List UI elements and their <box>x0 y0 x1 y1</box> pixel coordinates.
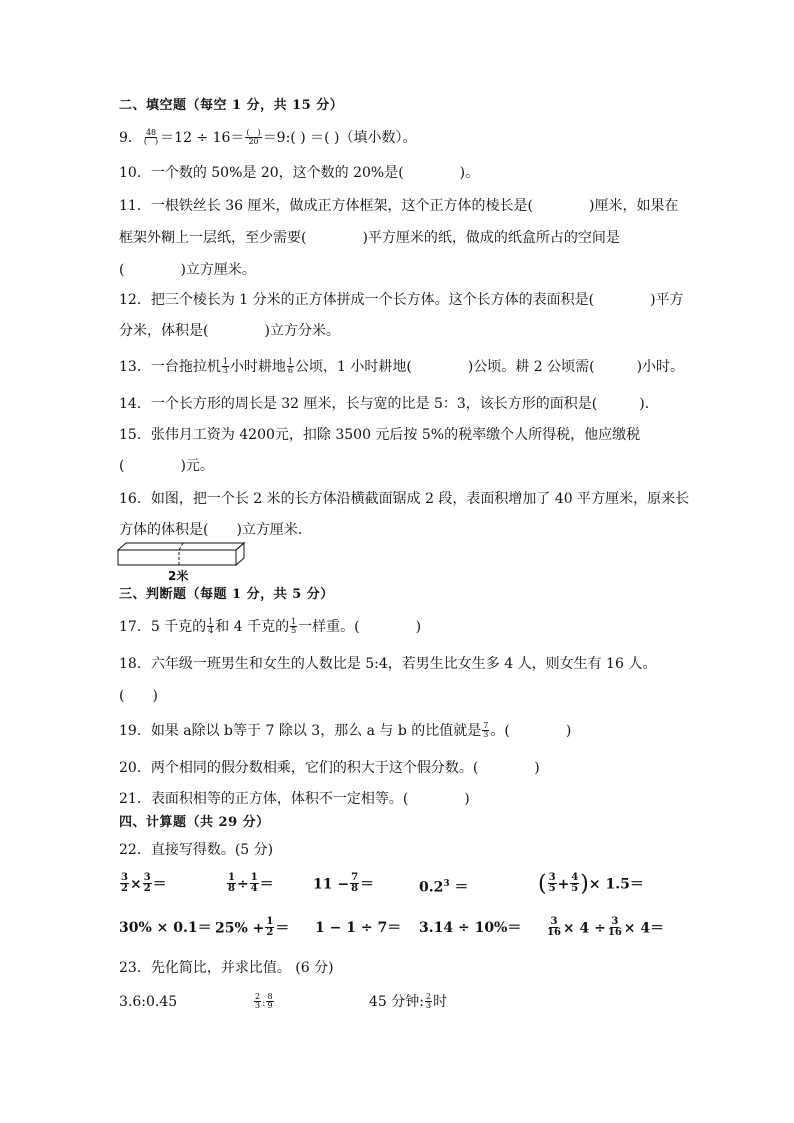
numerator: 7 <box>351 872 359 883</box>
q9-fraction-1 <box>143 129 159 146</box>
tail: × 1.5＝ <box>588 876 644 893</box>
base: 0.2 <box>419 879 444 896</box>
equals: ＝ <box>152 876 167 893</box>
denominator: 6 <box>287 365 294 375</box>
prefix: 25% + <box>215 920 265 937</box>
calc-r1c2 <box>226 874 274 895</box>
denominator: 4 <box>208 625 214 635</box>
numerator: 1 <box>250 872 258 883</box>
question-11-line-1: 11．一根铁丝长 36 厘米，做成正方体框架，这个正方体的棱长是( )厘米，如果在 <box>119 198 679 214</box>
calc-r1c1 <box>119 874 167 895</box>
right-paren: ) <box>580 871 589 897</box>
tail: × 4＝ <box>623 920 665 937</box>
q23-item-3 <box>369 992 447 1012</box>
numerator: 1 <box>208 616 214 626</box>
calc-r1c5 <box>538 871 644 897</box>
question-9 <box>119 128 417 148</box>
q13-text-b: 小时耕地 <box>229 359 286 375</box>
denominator: 16 <box>607 927 622 938</box>
numerator: 4 <box>571 872 579 883</box>
operator: ÷ <box>236 876 249 893</box>
section-3-title: 三、判断题（每题 1 分，共 5 分） <box>119 587 334 602</box>
numerator: 3 <box>121 872 128 883</box>
denominator: 3 <box>222 365 228 375</box>
q13-text-a: 13．一台拖拉机 <box>119 359 221 375</box>
numerator: 7 <box>483 720 489 730</box>
calc-r1c3 <box>313 874 374 895</box>
equals: ＝ <box>360 876 375 893</box>
denominator: 20 <box>248 136 259 146</box>
question-22-title: 22．直接写得数。(5 分) <box>119 842 274 858</box>
numerator: 3 <box>143 872 151 883</box>
denominator: 16 <box>547 927 561 938</box>
q17-fraction-1 <box>207 618 214 635</box>
question-15-line-1: 15．张伟月工资为 4200元，扣除 3500 元后按 5%的税率缴个人所得税，他应缴税 <box>119 427 641 443</box>
question-23-title: 23．先化简比，并求比值。 (6 分) <box>119 960 334 976</box>
denominator: 3 <box>255 1000 261 1010</box>
numerator: 1 <box>222 356 228 366</box>
q17-text-a: 17．5 千克的 <box>119 619 207 635</box>
numerator: 1 <box>228 872 235 883</box>
operator: + <box>557 876 570 893</box>
calc-r2c4: 3.14 ÷ 10%＝ <box>419 920 522 936</box>
q9-number: 9． <box>119 130 142 146</box>
q19-text-c: 。( ) <box>490 723 572 739</box>
calc-r2c2 <box>215 918 289 939</box>
numerator: 3 <box>550 916 558 927</box>
exponent: 3 <box>443 879 450 889</box>
numerator: 2 <box>255 991 261 1001</box>
denominator: 2 <box>121 883 128 894</box>
numerator: 1 <box>266 916 274 927</box>
denominator: 5 <box>291 625 297 635</box>
section-2-title: 二、填空题（每空 1 分，共 15 分） <box>119 98 344 113</box>
equals: ＝ <box>449 879 469 896</box>
middle: × 4 ÷ <box>562 920 606 937</box>
numerator: 8 <box>267 991 273 1001</box>
q17-fraction-2 <box>290 618 297 635</box>
question-14: 14．一个长方形的周长是 32 厘米，长与宽的比是 5：3，该长方形的面积是( ). <box>119 396 650 412</box>
question-10: 10．一个数的 50%是 20，这个数的 20%是( )。 <box>119 165 480 181</box>
calc-r2c5 <box>545 918 664 939</box>
operator: × <box>129 876 142 893</box>
numerator: 1 <box>291 616 297 626</box>
q13-fraction-1 <box>222 358 229 375</box>
calc-r2c3: 1 − 1 ÷ 7＝ <box>315 920 402 936</box>
numerator: ( ) <box>246 127 261 137</box>
numerator: 2 <box>425 991 432 1001</box>
q17-text-c: 一样重。( ) <box>298 619 422 635</box>
question-16-line-2: 方体的体积是( )立方厘米． <box>119 522 312 538</box>
denominator: 8 <box>351 883 359 894</box>
question-12-line-1: 12．把三个棱长为 1 分米的正方体拼成一个长方体。这个长方体的表面积是( )平方 <box>119 292 684 308</box>
prefix: 45 分钟: <box>369 994 424 1010</box>
question-16-line-1: 16．如图，把一个长 2 米的长方体沿横截面锯成 2 段，表面积增加了 40 平方厘米，原来长 <box>119 491 690 507</box>
denominator: 2 <box>143 883 151 894</box>
q19-text-a: 19．如果 a除以 b等于 7 除以 3，那么 a 与 b 的比值就是 <box>119 723 482 739</box>
question-19 <box>119 721 571 741</box>
q17-text-b: 和 4 千克的 <box>215 619 290 635</box>
left-paren: ( <box>538 871 547 897</box>
cuboid-length-label: 2米 <box>168 569 189 583</box>
section-4-title: 四、计算题（共 29 分） <box>119 815 270 830</box>
numerator: 48 <box>145 127 157 137</box>
numerator: 3 <box>548 872 556 883</box>
denominator: 3 <box>483 729 489 739</box>
suffix: 时 <box>433 994 448 1010</box>
equals: ＝ <box>275 920 290 937</box>
question-20: 20．两个相同的假分数相乘，它们的积大于这个假分数。( ) <box>119 760 540 776</box>
calc-r2c1: 30% × 0.1＝ <box>119 920 212 936</box>
ratio-separator: : <box>262 998 266 1009</box>
q9-equation: ＝12 ÷ 16＝ <box>160 130 245 146</box>
denominator: 5 <box>548 883 556 894</box>
denominator: 2 <box>266 927 274 938</box>
question-11-line-3: ( )立方厘米。 <box>119 262 256 278</box>
numerator: 3 <box>611 916 619 927</box>
question-15-line-2: ( )元。 <box>119 458 214 474</box>
prefix: 11 − <box>313 876 350 893</box>
q23-item-1: 3.6:0.45 <box>119 994 178 1010</box>
denominator: 4 <box>250 883 258 894</box>
denominator: 3 <box>425 1000 432 1010</box>
q9-fraction-2 <box>245 129 261 146</box>
denominator: 9 <box>267 1000 273 1010</box>
question-18-line-2: ( ) <box>119 688 158 704</box>
question-12-line-2: 分米，体积是( )立方分米。 <box>119 323 340 339</box>
equals: ＝ <box>259 876 274 893</box>
numerator: 1 <box>287 356 294 366</box>
q19-fraction <box>482 722 489 739</box>
q9-rest: ＝9:( ) ＝( )（填小数）。 <box>262 130 417 146</box>
question-17 <box>119 617 421 637</box>
question-21: 21．表面积相等的正方体，体积不一定相等。( ) <box>119 791 470 807</box>
q23-item-2 <box>253 992 275 1014</box>
denominator: 5 <box>571 883 579 894</box>
q13-text-c: 公顷，1 小时耕地( )公顷。耕 2 公顷需( )小时。 <box>295 359 685 375</box>
q13-fraction-2 <box>287 358 294 375</box>
calc-r1c4 <box>419 874 469 898</box>
question-13 <box>119 357 684 377</box>
question-11-line-2: 框架外糊上一层纸，至少需要( )平方厘米的纸，做成的纸盒所占的空间是 <box>119 230 620 246</box>
question-18-line-1: 18．六年级一班男生和女生的人数比是 5:4，若男生比女生多 4 人，则女生有 16 人。 <box>119 656 657 672</box>
denominator: 8 <box>228 883 235 894</box>
denominator: ( ) <box>143 136 159 146</box>
